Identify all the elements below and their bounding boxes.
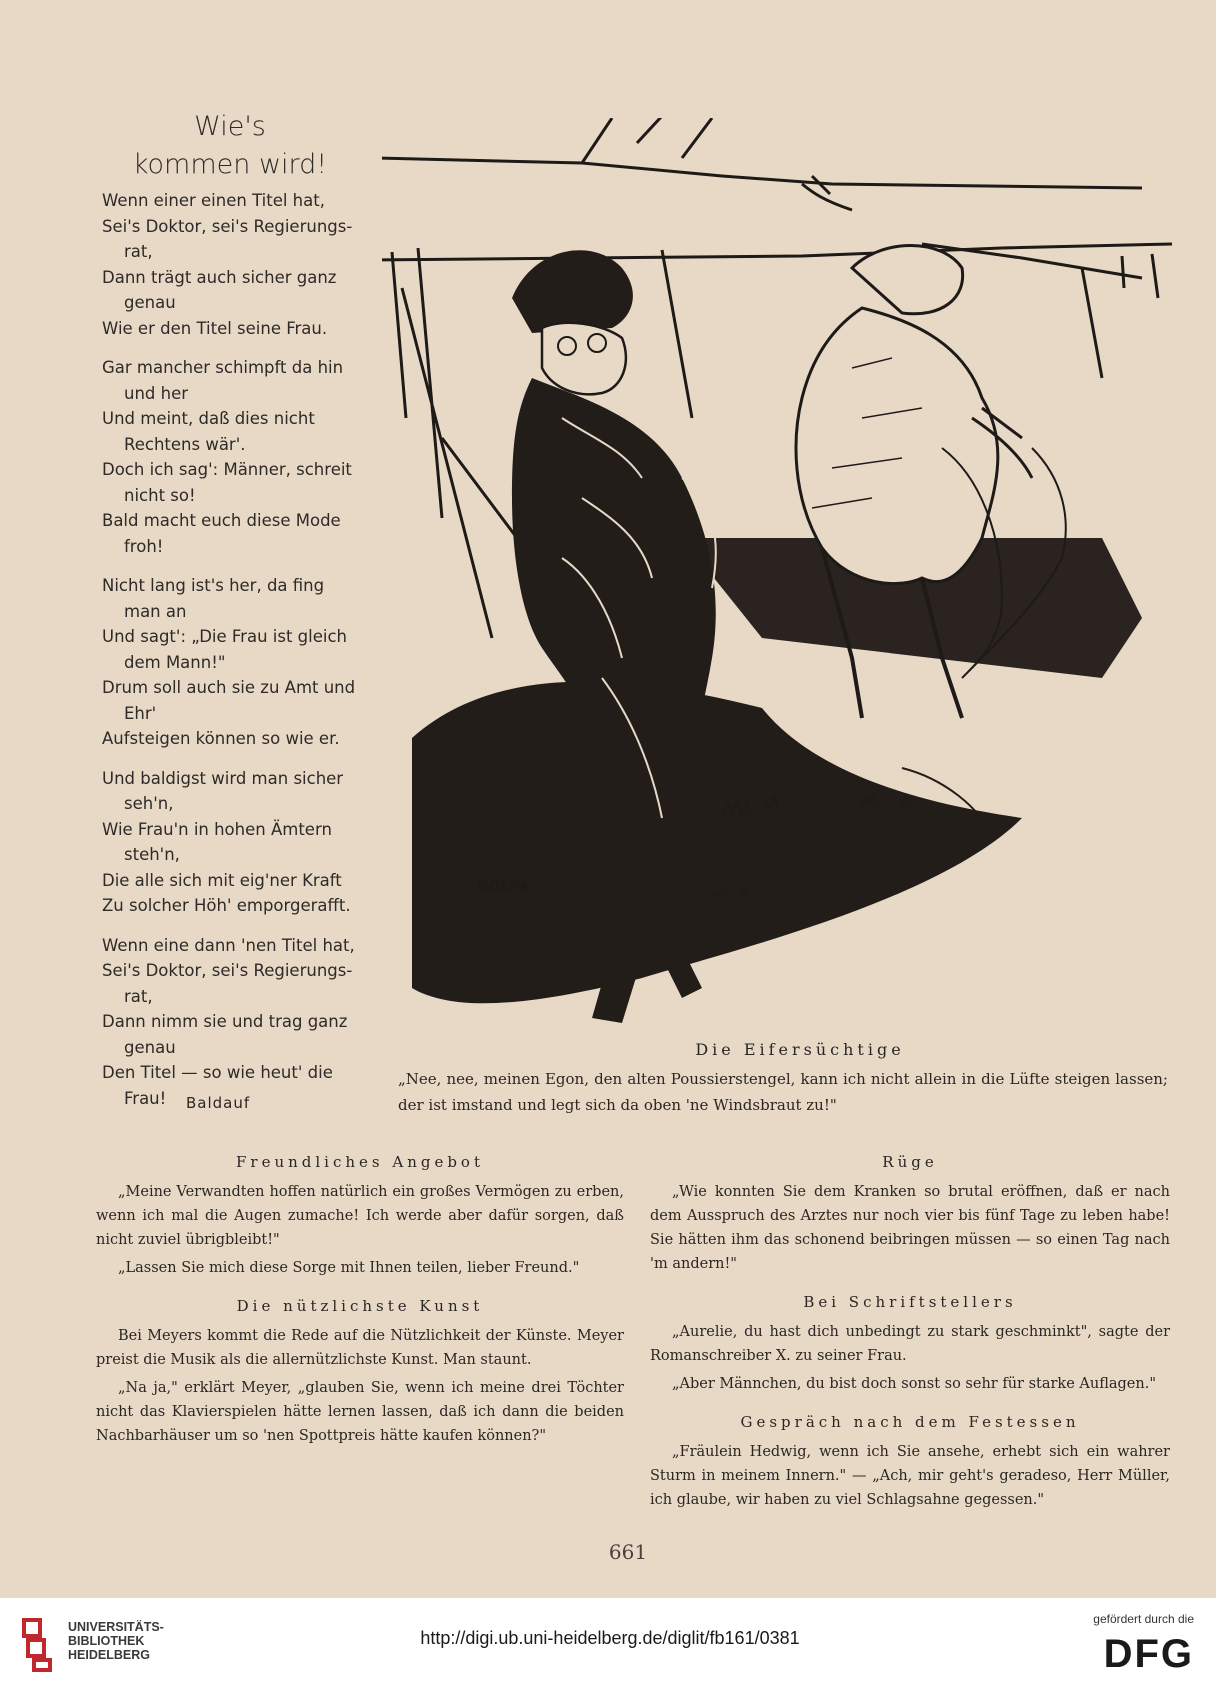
paragraph: „Na ja," erklärt Meyer, „glauben Sie, wenn ich meine drei Töchter nicht das Klavierspielen hätte lernen lassen, daß ich dann die beiden Nachbarhäuser um so 'nen Spottpreis hätte kaufen können?" <box>96 1380 624 1444</box>
poem-stanza <box>102 573 364 752</box>
section-title: Rüge <box>882 1153 938 1171</box>
poem-line: Nicht lang ist's her, da fing man an <box>102 576 325 621</box>
poem-title <box>110 108 350 184</box>
caption-text: „Nee, nee, meinen Egon, den alten Poussierstengel, kann ich nicht allein in die Lüfte steigen lassen; der ist imstand und legt sich da oben 'ne Windsbraut zu!" <box>398 1070 1168 1114</box>
dfg-logo[interactable]: DFG <box>1103 1632 1194 1676</box>
section-title: Die nützlichste Kunst <box>236 1297 484 1315</box>
footer-bar <box>0 1598 1216 1688</box>
funded-by-label: gefördert durch die <box>1093 1612 1194 1626</box>
paragraph: „Lassen Sie mich diese Sorge mit Ihnen teilen, lieber Freund." <box>118 1260 580 1276</box>
institution-name-line: UNIVERSITÄTS- <box>68 1620 164 1634</box>
institution-name-line: HEIDELBERG <box>68 1648 150 1662</box>
illustrator-signature: NOLPA <box>477 879 530 895</box>
poem-author: Baldauf <box>186 1094 251 1112</box>
poem-title-line: kommen wird! <box>132 149 328 180</box>
poem-line: Drum soll auch sie zu Amt und Ehr' <box>102 678 356 723</box>
poem-line: Dann trägt auch sicher ganz genau <box>102 267 337 312</box>
caption-title: Die Eifersüchtige <box>695 1040 905 1059</box>
poem-line: Wenn eine dann 'nen Titel hat, <box>102 935 355 955</box>
right-column <box>650 1150 1170 1512</box>
paragraph: „Meine Verwandten hoffen natürlich ein großes Vermögen zu erben, wenn ich mal die Augen zumache! Ich werde aber dafür sorgen, daß nicht zuviel übrigbleibt!" <box>96 1184 624 1248</box>
poem-title-line: Wie's <box>194 111 266 142</box>
left-column <box>96 1150 624 1448</box>
poem-line: Sei's Doktor, sei's Regierungs-rat, <box>102 216 353 261</box>
paragraph: „Aber Männchen, du bist doch sonst so sehr für starke Auflagen." <box>672 1376 1157 1392</box>
paragraph: „Fräulein Hedwig, wenn ich Sie ansehe, erhebt sich ein wahrer Sturm in meinem Innern." — „Ach, mir geht's geradeso, Herr Müller, ich glaube, wir haben zu viel Schlagsahne gegessen." <box>650 1444 1170 1508</box>
poem-stanza <box>102 188 364 341</box>
permalink-url[interactable]: http://digi.ub.uni-heidelberg.de/diglit/fb161/0381 <box>420 1628 800 1648</box>
paragraph: „Wie konnten Sie dem Kranken so brutal eröffnen, daß er nach dem Ausspruch des Arztes nur noch vier bis fünf Tage zu leben habe! Sie hätten ihm das schonend beibringen müssen — so einen Tag nach 'm andern!" <box>650 1184 1170 1272</box>
poem-line: Wenn einer einen Titel hat, <box>102 191 325 210</box>
poem-line: Zu solcher Höh' emporgerafft. <box>102 896 351 915</box>
illustration-aviators <box>382 118 1182 1048</box>
poem-line: Wie er den Titel seine Frau. <box>102 318 328 338</box>
section-title: Freundliches Angebot <box>235 1153 484 1171</box>
poem-line: Gar mancher schimpft da hin und her <box>102 358 344 403</box>
poem-stanza <box>102 766 364 919</box>
poem-line: Und sagt': „Die Frau ist gleich dem Mann!" <box>102 627 347 672</box>
university-library-logo-icon[interactable] <box>20 1616 64 1672</box>
section-title: Gespräch nach dem Festessen <box>740 1413 1080 1431</box>
poem-stanza <box>102 355 364 559</box>
poem-line: Den Titel — so wie heut' die Frau! <box>102 1063 333 1108</box>
poem-line: Doch ich sag': Männer, schreit nicht so! <box>102 460 352 505</box>
poem-line: Und baldigst wird man sicher seh'n, <box>102 768 344 813</box>
poem-line: Sei's Doktor, sei's Regierungs-rat, <box>102 961 353 1006</box>
paragraph: „Aurelie, du hast dich unbedingt zu stark geschminkt", sagte der Romanschreiber X. zu seiner Frau. <box>650 1324 1170 1364</box>
poem-line: Aufsteigen können so wie er. <box>102 729 340 748</box>
poem-line: Die alle sich mit eig'ner Kraft <box>102 870 342 890</box>
institution-name <box>68 1620 178 1662</box>
poem <box>102 188 364 1125</box>
poem-line: Wie Frau'n in hohen Ämtern steh'n, <box>102 819 332 864</box>
poem-stanza <box>102 933 364 1112</box>
ground-shadow <box>412 538 1142 1003</box>
section-title: Bei Schriftstellers <box>803 1293 1017 1311</box>
paragraph: Bei Meyers kommt die Rede auf die Nützlichkeit der Künste. Meyer preist die Musik als die allernützlichste Kunst. Man staunt. <box>96 1328 624 1368</box>
institution-name-line: BIBLIOTHEK <box>68 1634 145 1648</box>
poem-line: Dann nimm sie und trag ganz genau <box>102 1012 348 1057</box>
poem-line: Bald macht euch diese Mode froh! <box>102 511 341 556</box>
page-number: 661 <box>608 1540 648 1564</box>
poem-line: Und meint, daß dies nicht Rechtens wär'. <box>102 409 315 454</box>
